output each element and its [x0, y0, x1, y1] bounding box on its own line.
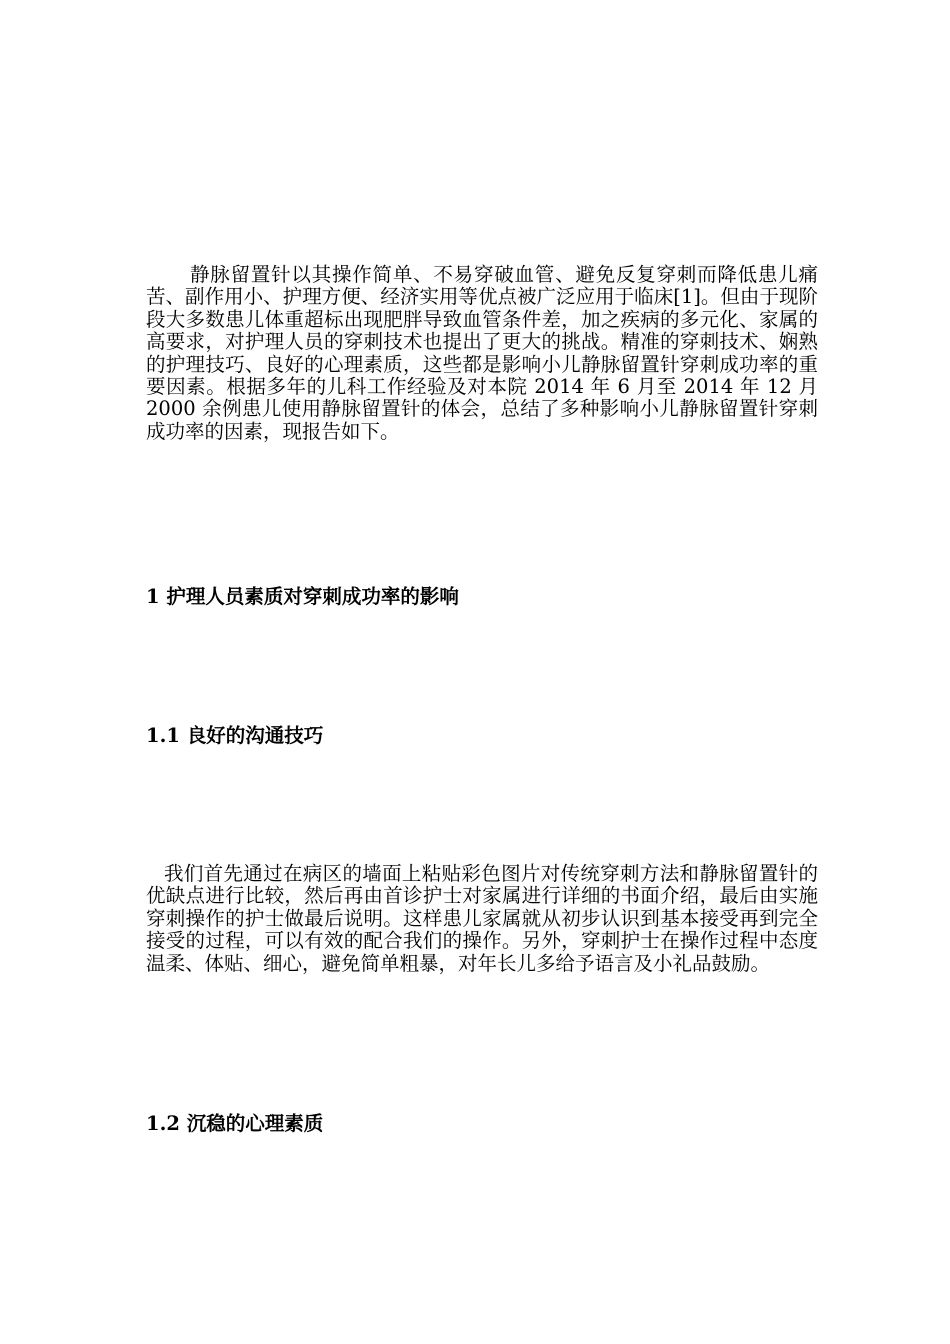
- subsection-heading: 1.1 良好的沟通技巧: [146, 724, 324, 747]
- subsection-heading: 1.2 沉稳的心理素质: [146, 1112, 324, 1135]
- intro-paragraph: 静脉留置针以其操作简单、不易穿破血管、避免反复穿刺而降低患儿痛苦、副作用小、护理方便、经济实用等优点被广泛应用于临床[1]。但由于现阶段大多数患儿体重超标出现肥胖导致血管条件差，加之疾病的多元化、家属的高要求，对护理人员的穿刺技术也提出了更大的挑战。精准的穿刺技术、娴熟的护理技巧、良好的心理素质，这些都是影响小儿静脉留置针穿刺成功率的重要因素。根据多年的儿科工作经验及对本院 2014 年 6 月至 2014 年 12 月 2000 余例患儿使用静脉留置针的体会，总结了多种影响小儿静脉留置针穿刺成功率的因素，现报告如下。: [146, 263, 818, 443]
- body-paragraph: 我们首先通过在病区的墙面上粘贴彩色图片对传统穿刺方法和静脉留置针的优缺点进行比较，然后再由首诊护士对家属进行详细的书面介绍，最后由实施穿刺操作的护士做最后说明。这样患儿家属就从初步认识到基本接受再到完全接受的过程，可以有效的配合我们的操作。另外，穿刺护士在操作过程中态度温柔、体贴、细心，避免简单粗暴，对年长儿多给予语言及小礼品鼓励。: [146, 862, 818, 975]
- section-heading: 1 护理人员素质对穿刺成功率的影响: [146, 585, 459, 608]
